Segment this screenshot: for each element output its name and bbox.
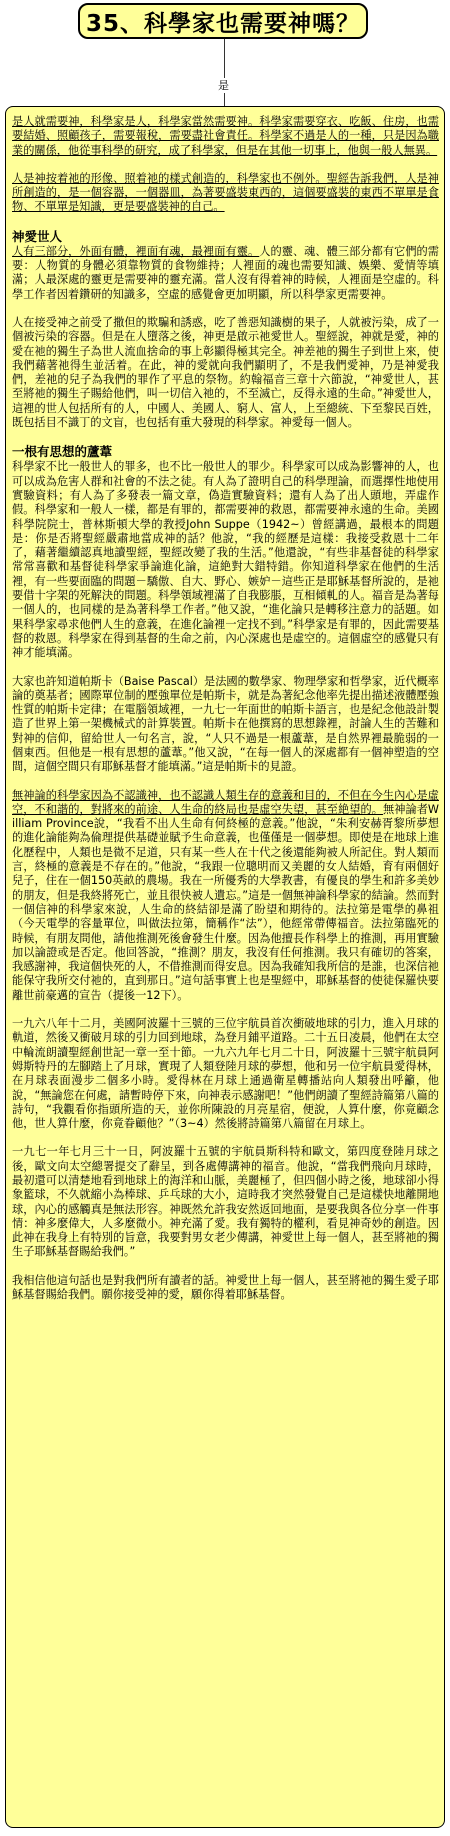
paragraph-apollo: 一九六八年十二月，美國阿波羅十三號的三位宇航員首次衝破地球的引力，進入月球的軌道，然後又衝破月球的引力回到地球，為登月鋪平道路。二十五日凌晨，他們在太空中輪流朗讀聖經創世記一章一至十節。一九六九年七月二十日，阿波羅十三號宇航員阿姆斯特丹的左腳踏上了月球，實現了人類登陸月球的夢想，他和另一位宇航員愛得林，在月球表面漫步二個多小時。愛得林在月球上通過衛星轉播站向人類發出呼籲，他說，“無論您在何處，請暫時停下來，向神表示感謝吧！”他們朗讀了聖經詩篇第八篇的詩句，“我觀看你指頭所造的天，並你所陳設的月亮星宿，便說，人算什麼，你竟顧念他，世人算什麼，你竟眷顧他？”（3~4）然後將詩篇第八篇留在月球上。	[12, 1017, 439, 1131]
heading-thinking-reed: 一根有思想的蘆葦	[12, 444, 113, 460]
heading-god-loves-world: 神愛世人	[12, 228, 63, 244]
paragraph-god-love: 人在接受神之前受了撒但的欺騙和誘惑，吃了善惡知識樹的果子，人就被污染，成了一個被污染的容器。但是在人墮落之後，神更是啟示祂愛世人。聖經說，神就是愛，神的愛在祂的獨生子為世人流血捨命的事上彰顯得極其完全。神差祂的獨生子到世上來，使我們藉著祂得生並活着。在此，神的愛就向我們顯明了，不是我們愛神，乃是神愛我們，差祂的兒子為我們的罪作了平息的祭物。約翰福音三章十六節說，“神愛世人，甚至將祂的獨生子賜給他們，叫一切信入祂的，不至滅亡，反得永遠的生命。”神愛世人，這裡的世人包括所有的人，中國人、美國人、窮人、富人，上至總統、下至黎民百姓，既包括目不識丁的文盲，也包括有重大發現的科學家。神愛每一個人。	[12, 315, 439, 430]
paragraph-scientist-sin: 科學家不比一般世人的罪多，也不比一般世人的罪少。科學家可以成為影響神的人，也可以成為危害人群和社會的不法之徒。有人為了證明自己的科學理論，而選擇性地使用實驗資料；有人為了多發表一篇文章，偽造實驗資料；還有人為了出人頭地，弄虛作假。科學家和一般人一樣，都是有罪的，都需要神的救恩，都需要神永遠的生命。美國科學院院士，普林斯頓大學的教授John Suppe（1942~）曾經講過，最根本的問題是：你是否將聖經嚴肅地當成神的話？他說，“我的經歷是這樣：我接受救恩十二年了，藉著繼續認真地讀聖經，聖經改變了我的生活。”他還說，“有些非基督徒的科學家常常喜歡和基督徒科學家爭論進化論，這絶對大錯特錯。你知道科學家在他們的生活裡，有一些要面臨的問題－驕傲、自大、野心、嫉妒－這些正是耶穌基督所說的，是祂要借十字架的死解決的問題。科學領域裡滿了自我膨脹，互相傾軋的人。福音是為著每一個人的，也同樣的是為著科學工作者。”他又說，“進化論只是轉移注意力的話題。如果科學家尋求他們人生的意義，在進化論裡一定找不到。”科學家是有罪的，因此需要基督的救恩。科學家在得到基督的生命之前，內心深處也是虛空的。這個虛空的感覺只有神才能填滿。	[12, 460, 439, 660]
connector-line	[224, 39, 225, 106]
paragraph-conclusion: 我相信他這句話也是對我們所有讀者的話。神愛世上每一個人，甚至將祂的獨生愛子耶穌基督賜給我們。願你接受神的愛，願你得着耶穌基督。	[12, 1273, 439, 1302]
paragraph-vessel: 人是神按着祂的形像、照着祂的樣式創造的，科學家也不例外。聖經告訴我們，人是神所創造的，是一個容器，一個器皿，為著要盛裝東西的，這個要盛裝的東西不單單是食物、不單單是知識，更是要盛裝神的自己。	[12, 171, 439, 214]
paragraph-three-parts	[12, 245, 439, 302]
paragraph-intro: 是人就需要神，科學家是人，科學家當然需要神。科學家需要穿衣、吃飯、住房，也需要結婚、照顧孩子，需要報稅，需要盡社會責任。科學家不過是人的一種，只是因為職業的關係，他從事科學的研究，成了科學家，但是在其他一切事上，他與一般人無異。	[12, 115, 439, 157]
page-title: 35、科學家也需要神嗎？	[78, 3, 368, 39]
paragraph-pascal: 大家也許知道帕斯卡（Baise Pascal）是法國的數學家、物理學家和哲學家，近代概率論的奠基者；國際單位制的壓強單位是帕斯卡，就是為著紀念他率先提出描述液體壓強性質的帕斯卡定律；在電腦領域裡，一九七一年面世的帕斯卡語言，也是紀念他設計製造了世界上第一架機械式的計算裝置。帕斯卡在他撰寫的思想錄裡，討論人生的苦難和對神的信仰，留給世人一句名言，說，“人只不過是一根蘆葦，是自然界裡最脆弱的一個東西。但他是一根有思想的蘆葦。”他又說，“在每一個人的深處都有一個神塑造的空間，這個空間只有耶穌基督才能填滿。”這是帕斯卡的見證。	[12, 674, 439, 774]
three-parts-underlined: 人有三部分，外面有體，裡面有魂，最裡面有靈。	[12, 244, 260, 258]
paragraph-apollo-15: 一九七一年七月三十一日，阿波羅十五號的宇航員斯科特和歐文，第四度登陸月球之後，歐文向太空總署提交了辭呈，到各處傳講神的福音。他說，“當我們飛向月球時，最初還可以清楚地看到地球上的海洋和山脈，美麗極了，但四個小時之後，地球卻小得象籃球，不久就縮小為棒球、乒乓球的大小，這時我才突然發覺自己是這樣快地離開地球，內心的感觸真是無法形容。神既然允許我安然返回地面，是要我與各位分享一件事情：神多麼偉大，人多麼微小。神充滿了愛。我有獨特的權利，看見神奇妙的創造。因此神在我身上有特別的旨意，我要對男女老少傳講，神愛世上每一個人，甚至將祂的獨生子耶穌基督賜給我們。”	[12, 1145, 439, 1259]
three-parts-text: 人的靈、魂、體三部分都有它們的需要：人物質的身體必須靠物質的食物維持；人裡面的魂也需要知識、娛樂、愛情等填滿；人最深處的靈更是需要神的靈充滿。當人沒有得着神的時候，人裡面是空虛的。科學工作者因着鑽研的知識多，空虛的感覺會更加明顯，所以科學家更需要神。	[12, 244, 439, 301]
content-box	[5, 106, 445, 1828]
atheist-text: 無神論者William Province說，“我看不出人生命有何終極的意義。”他說，“朱利安赫胥黎所夢想的進化論能夠為倫理提供基礎並賦予生命意義，也僅僅是一個夢想。即使是在地球上進化歷程中，人類也是微不足道，只有某一些人在十代之後還能夠被人所記住。對人類而言，終極的意義是不存在的。”他說，“我跟一位聰明而又美麗的女人結婚，育有兩個好兒子，住在一個150英畝的農場。我在一所優秀的大學教書，有優良的學生和許多美妙的朋友，但是我終將死亡，並且很快被人遺忘。”這是一個無神論科學家的結論。然而對一個信神的科學家來說，人生命的終結卻是滿了盼望和期待的。法拉第是電學的鼻祖（今天電學的容量單位，叫做法拉第，簡稱作“法”），他經常帶傳福音。法拉第臨死的時候，有朋友問他，請他推測死後會發生什麼。因為他擅長作科學上的推測，再用實驗加以論證或是否定。他回答說，“推測？朋友，我沒有任何推測。我只有確切的答案，我感謝神，我這個快死的人，不借推測而得安息。因為我確知我所信的是誰，也深信祂能保守我所交付祂的，直到那日。”這句話事實上也是聖經中，耶穌基督的使徒保羅快要離世前豪邁的宣告（提後一12下）。	[12, 802, 439, 1002]
atheist-underlined: 無神論的科學家因為不認識神，也不認識人類生存的意義和目的，不但在今生內心是虛空，不和諧的，對將來的前途、人生命的終局也是虛空失望，甚至絶望的。	[12, 788, 439, 816]
paragraph-atheist	[12, 789, 439, 1003]
connector-label: 是	[218, 79, 229, 92]
